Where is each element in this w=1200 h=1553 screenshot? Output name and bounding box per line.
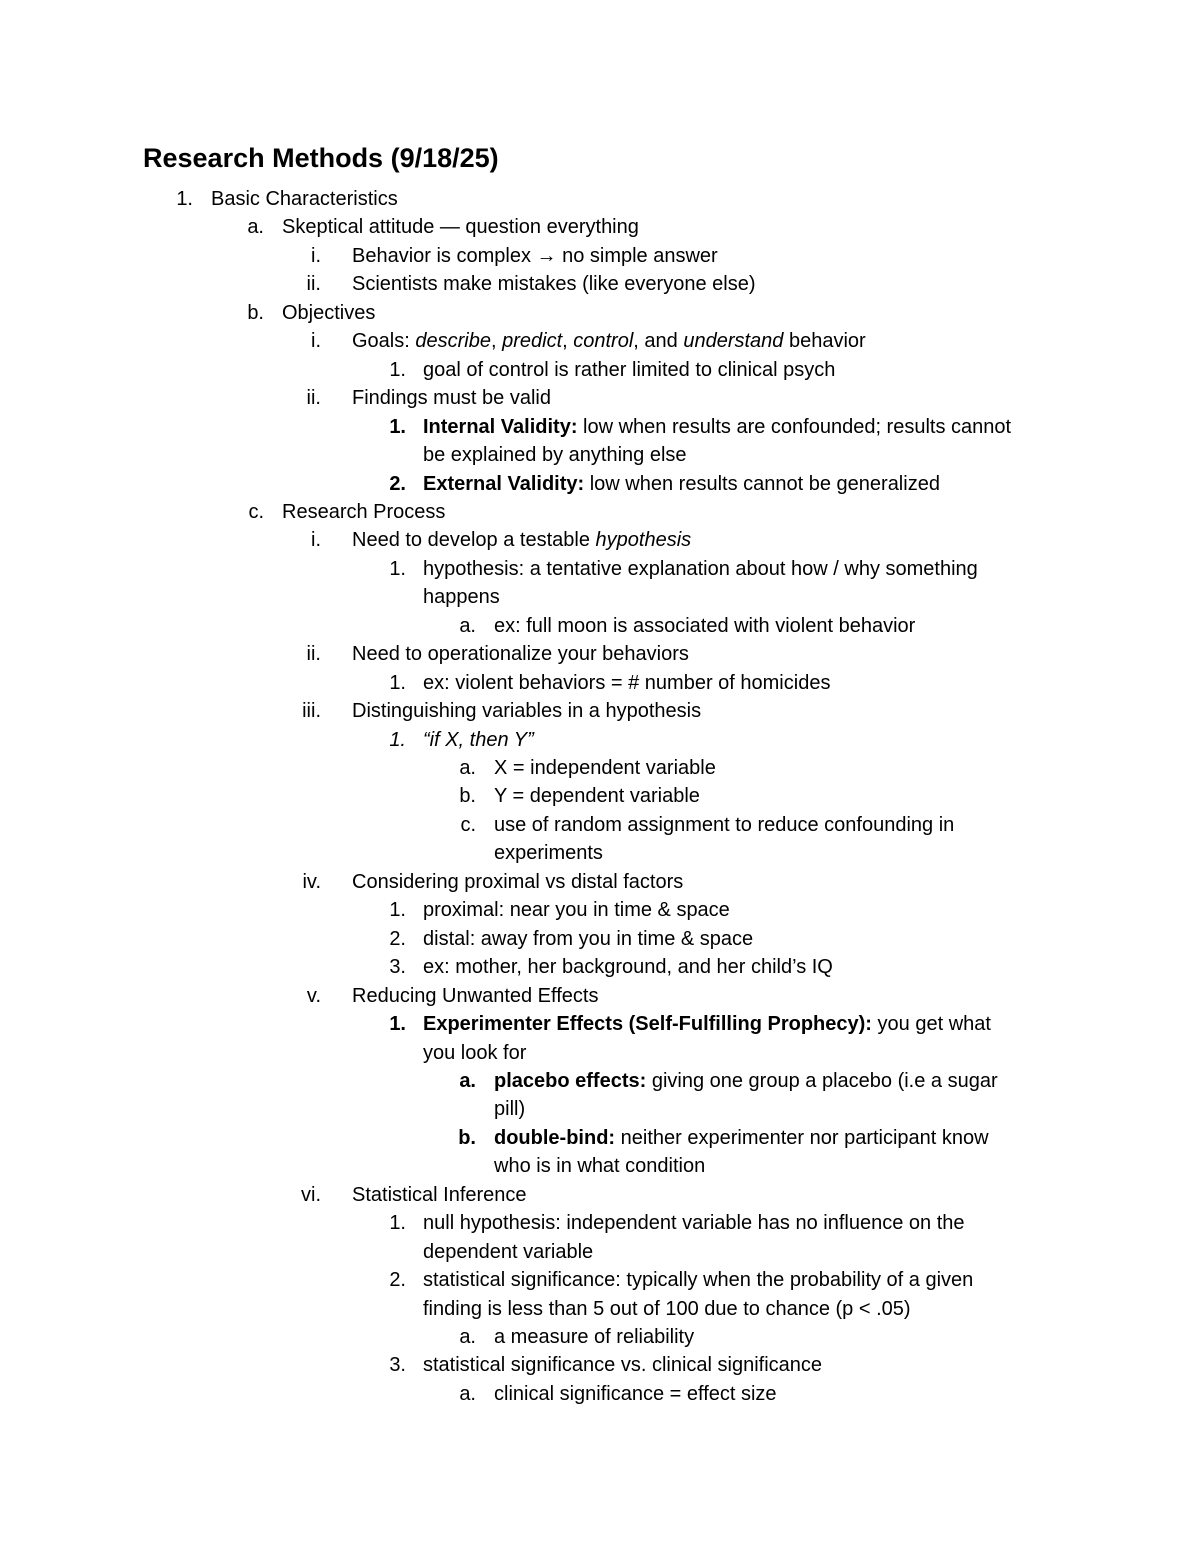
list-marker: iv. <box>302 871 321 893</box>
list-marker: 1. <box>389 1212 406 1234</box>
list-item <box>0 1380 1200 1408</box>
list-item <box>0 327 1200 355</box>
list-item <box>0 242 1200 270</box>
text-run: giving one group a placebo (i.e a sugar <box>646 1070 998 1092</box>
list-marker: 1. <box>389 359 406 381</box>
list-item <box>0 185 1200 213</box>
list-item-text: finding is less than 5 out of 100 due to chance (p < .05) <box>423 1298 911 1320</box>
list-item <box>0 583 1200 611</box>
list-item-text: who is in what condition <box>494 1155 706 1177</box>
list-item-text: clinical significance = effect size <box>494 1383 777 1405</box>
text-run: External Validity: <box>423 473 585 495</box>
text-run: , <box>490 330 503 352</box>
list-item <box>0 839 1200 867</box>
list-item <box>0 612 1200 640</box>
list-item-text: ex: mother, her background, and her child’s IQ <box>423 956 833 978</box>
list-item <box>0 925 1200 953</box>
list-item-text: experiments <box>494 842 603 864</box>
list-marker: a. <box>459 1326 476 1348</box>
text-run: low when results cannot be generalized <box>584 473 940 495</box>
list-item-text: a measure of reliability <box>494 1326 695 1348</box>
list-marker: 1. <box>389 1013 406 1035</box>
list-item <box>0 782 1200 810</box>
text-run: hypothesis <box>595 529 692 551</box>
list-marker: 3. <box>389 956 406 978</box>
list-item <box>0 1181 1200 1209</box>
list-marker: a. <box>459 757 476 779</box>
list-item-text: Considering proximal vs distal factors <box>352 871 684 893</box>
list-item <box>0 413 1200 441</box>
list-marker: a. <box>247 216 264 238</box>
list-marker: 2. <box>389 473 406 495</box>
list-item-text: Basic Characteristics <box>211 188 398 210</box>
list-marker: b. <box>458 1127 476 1149</box>
list-marker: i. <box>311 330 321 352</box>
list-item <box>0 1067 1200 1095</box>
list-item-text: pill) <box>494 1098 526 1120</box>
list-item <box>0 669 1200 697</box>
list-item <box>0 356 1200 384</box>
list-item <box>0 555 1200 583</box>
list-item-text: happens <box>423 586 500 608</box>
list-item-text: statistical significance vs. clinical significance <box>423 1354 823 1376</box>
text-run: you get what <box>871 1013 991 1035</box>
list-item-text <box>494 1124 989 1152</box>
list-item-text: Skeptical attitude — question everything <box>282 216 639 238</box>
list-item <box>0 384 1200 412</box>
list-marker: a. <box>459 1383 476 1405</box>
list-item-text: Objectives <box>282 302 376 324</box>
list-marker: 1. <box>176 188 193 210</box>
list-item <box>0 498 1200 526</box>
list-item <box>0 982 1200 1010</box>
list-item <box>0 1295 1200 1323</box>
list-item <box>0 1095 1200 1123</box>
list-item <box>0 953 1200 981</box>
list-item <box>0 1010 1200 1038</box>
list-item-text <box>423 726 534 754</box>
list-item-text: goal of control is rather limited to clinical psych <box>423 359 836 381</box>
list-item <box>0 640 1200 668</box>
list-item-text: distal: away from you in time & space <box>423 928 754 950</box>
text-run: low when results are confounded; results cannot <box>577 416 1012 438</box>
list-item <box>0 868 1200 896</box>
text-run: Internal Validity: <box>423 416 578 438</box>
list-item-text: hypothesis: a tentative explanation about how / why something <box>423 558 978 580</box>
list-item <box>0 811 1200 839</box>
list-item-text <box>423 413 1011 441</box>
list-marker: 2. <box>389 928 406 950</box>
text-run: predict <box>502 330 563 352</box>
text-run: Need to develop a testable <box>352 529 596 551</box>
text-run: Experimenter Effects (Self-Fulfilling Prophecy): <box>423 1013 872 1035</box>
list-item-text <box>494 1067 998 1095</box>
list-item-text: you look for <box>423 1042 527 1064</box>
list-item <box>0 213 1200 241</box>
list-item <box>0 1209 1200 1237</box>
list-marker: c. <box>460 814 476 836</box>
list-item <box>0 726 1200 754</box>
list-marker: 1. <box>389 558 406 580</box>
page-title: Research Methods (9/18/25) <box>143 143 499 173</box>
list-item-text: Scientists make mistakes (like everyone else) <box>352 273 756 295</box>
text-run: placebo effects: <box>494 1070 647 1092</box>
list-marker: i. <box>311 529 321 551</box>
list-item-text: Reducing Unwanted Effects <box>352 985 599 1007</box>
list-marker: ii. <box>306 387 321 409</box>
list-marker: 1. <box>389 729 406 751</box>
text-run: , and <box>633 330 684 352</box>
list-marker: 1. <box>389 672 406 694</box>
text-run: neither experimenter nor participant know <box>615 1127 989 1149</box>
text-run: behavior <box>783 330 866 352</box>
list-item-text: be explained by anything else <box>423 444 687 466</box>
list-item <box>0 1266 1200 1294</box>
list-item <box>0 1039 1200 1067</box>
list-item-text: Y = dependent variable <box>494 785 700 807</box>
list-item-text: Findings must be valid <box>352 387 551 409</box>
list-marker: a. <box>459 615 476 637</box>
list-item-text: Research Process <box>282 501 446 523</box>
list-item-text: use of random assignment to reduce confounding in <box>494 814 955 836</box>
list-item <box>0 1351 1200 1379</box>
list-marker: ii. <box>306 273 321 295</box>
list-item <box>0 697 1200 725</box>
list-item <box>0 1238 1200 1266</box>
list-item <box>0 1323 1200 1351</box>
list-item <box>0 470 1200 498</box>
list-item-text: X = independent variable <box>494 757 716 779</box>
list-marker: b. <box>459 785 476 807</box>
text-run: , <box>562 330 574 352</box>
list-marker: i. <box>311 245 321 267</box>
list-item-text: ex: violent behaviors = # number of homicides <box>423 672 831 694</box>
text-run: double-bind: <box>494 1127 616 1149</box>
list-item <box>0 441 1200 469</box>
list-item-text <box>423 470 940 498</box>
list-item-text: ex: full moon is associated with violent behavior <box>494 615 916 637</box>
list-item-text: null hypothesis: independent variable has no influence on the <box>423 1212 965 1234</box>
list-marker: v. <box>306 985 321 1007</box>
list-marker: 3. <box>389 1354 406 1376</box>
text-run: describe <box>415 330 491 352</box>
list-item-text <box>352 526 691 554</box>
list-marker: ii. <box>306 643 321 665</box>
list-item <box>0 896 1200 924</box>
list-item-text: proximal: near you in time & space <box>423 899 730 921</box>
list-marker: c. <box>248 501 264 523</box>
list-item <box>0 270 1200 298</box>
text-run: Goals: <box>352 330 416 352</box>
list-marker: b. <box>247 302 264 324</box>
list-marker: 2. <box>389 1269 406 1291</box>
list-marker: 1. <box>389 899 406 921</box>
list-item-text: Distinguishing variables in a hypothesis <box>352 700 702 722</box>
list-item-text: dependent variable <box>423 1241 594 1263</box>
list-marker: vi. <box>301 1184 321 1206</box>
list-item <box>0 526 1200 554</box>
list-marker: a. <box>459 1070 476 1092</box>
list-marker: 1. <box>389 416 406 438</box>
list-item-text: Need to operationalize your behaviors <box>352 643 689 665</box>
list-item-text: Behavior is complex → no simple answer <box>352 245 718 267</box>
text-run: “if X, then Y” <box>423 729 534 751</box>
list-item-text: Statistical Inference <box>352 1184 527 1206</box>
text-run: understand <box>683 330 784 352</box>
list-item <box>0 754 1200 782</box>
list-item-text <box>423 1010 991 1038</box>
list-item-text <box>352 327 866 355</box>
list-item <box>0 1124 1200 1152</box>
list-item <box>0 299 1200 327</box>
list-item <box>0 1152 1200 1180</box>
list-marker: iii. <box>302 700 321 722</box>
text-run: control <box>573 330 634 352</box>
list-item-text: statistical significance: typically when the probability of a given <box>423 1269 974 1291</box>
